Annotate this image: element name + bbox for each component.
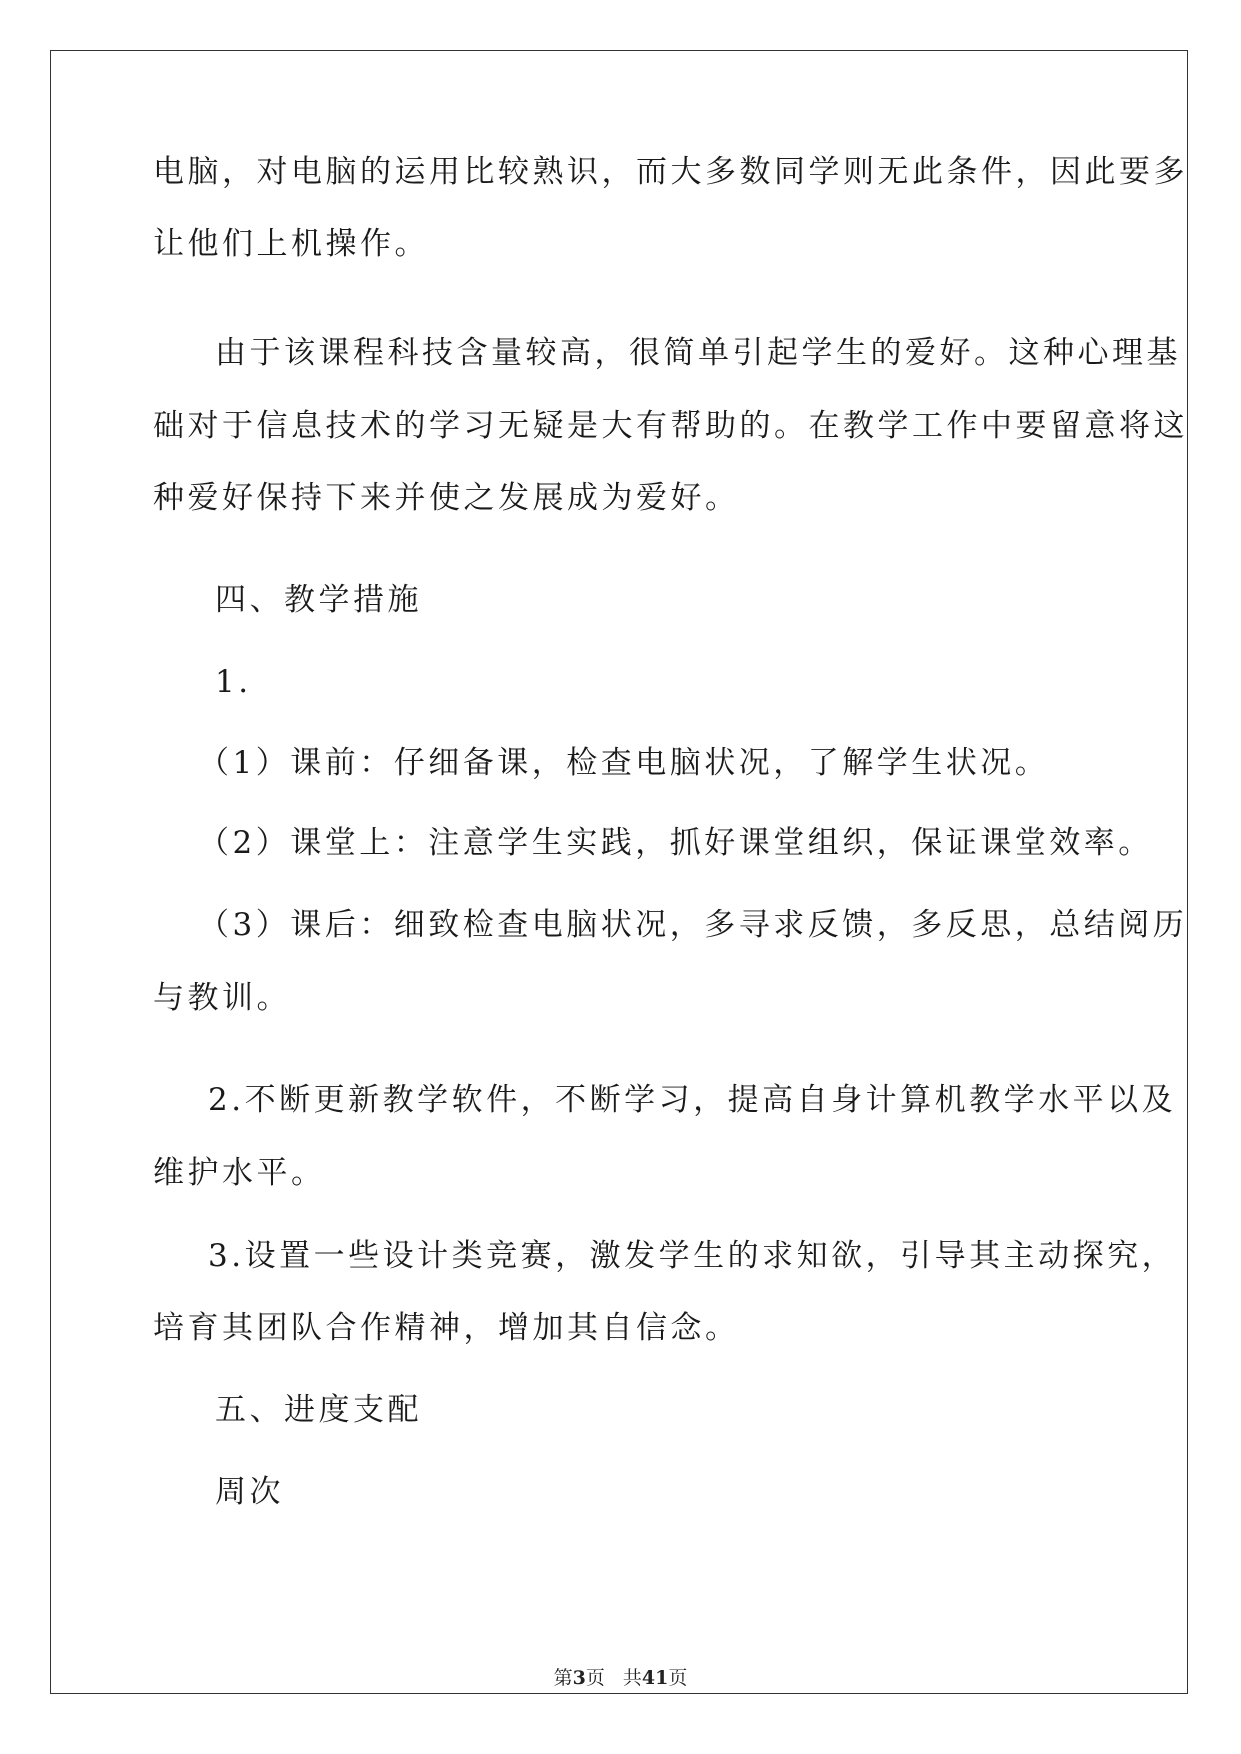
list-item-2: 2.不断更新教学软件，不断学习，提高自身计算机教学水平以及 — [208, 1082, 1177, 1118]
body-line-5: 种爱好保持下来并使之发展成为爱好。 — [153, 480, 740, 516]
body-line-4: 础对于信息技术的学习无疑是大有帮助的。在教学工作中要留意将这 — [153, 408, 1188, 444]
list-item-in-class: （2）课堂上：注意学生实践，抓好课堂组织，保证课堂效率。 — [198, 825, 1153, 861]
list-item-after-class-cont: 与教训。 — [153, 980, 291, 1016]
list-item-before-class: （1）课前：仔细备课，检查电脑状况，了解学生状况。 — [198, 745, 1050, 781]
footer-page-number: 3 — [572, 1667, 586, 1689]
footer-page-prefix: 第 — [553, 1667, 573, 1689]
section-heading-schedule: 五、进度支配 — [215, 1392, 422, 1428]
list-item-2-cont: 维护水平。 — [153, 1155, 326, 1191]
page-frame — [50, 50, 1188, 1694]
footer-page-suffix: 页 — [585, 1667, 605, 1689]
list-item-after-class: （3）课后：细致检查电脑状况，多寻求反馈，多反思，总结阅历 — [198, 907, 1188, 943]
list-item-number-1: 1. — [215, 664, 252, 700]
page-footer — [0, 1666, 1241, 1690]
table-caption-week: 周次 — [215, 1474, 284, 1510]
body-line-1: 电脑，对电脑的运用比较熟识，而大多数同学则无此条件，因此要多 — [153, 154, 1188, 190]
footer-total-pages: 41 — [641, 1667, 669, 1689]
body-line-2: 让他们上机操作。 — [153, 226, 429, 262]
section-heading-teaching-measures: 四、教学措施 — [215, 582, 422, 618]
footer-total-prefix: 共 — [622, 1667, 642, 1689]
footer-total-suffix: 页 — [668, 1667, 688, 1689]
list-item-3-cont: 培育其团队合作精神，增加其自信念。 — [153, 1310, 740, 1346]
body-line-3: 由于该课程科技含量较高，很简单引起学生的爱好。这种心理基 — [215, 335, 1181, 371]
list-item-3: 3.设置一些设计类竞赛，激发学生的求知欲，引导其主动探究， — [208, 1238, 1177, 1274]
